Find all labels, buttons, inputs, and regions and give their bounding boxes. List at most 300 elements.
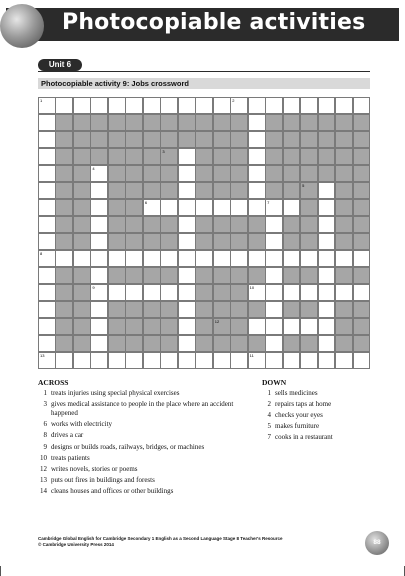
across-clue (38, 476, 248, 485)
crossword-cell-shaded (353, 216, 371, 233)
crossword-cell-blank (143, 199, 161, 216)
clue-number: 5 (267, 422, 271, 431)
crossword-cell-shaded (73, 148, 91, 165)
crossword-cell-blank (318, 199, 336, 216)
crossword-cell-blank (265, 335, 283, 352)
crossword-cell-shaded (55, 148, 73, 165)
crossword-cell-shaded (335, 199, 353, 216)
crossword-cell-blank (90, 318, 108, 335)
crossword-cell-blank (55, 250, 73, 267)
crossword-cell-shaded (335, 335, 353, 352)
crossword-cell-shaded (55, 335, 73, 352)
crossword-cell-shaded (283, 233, 301, 250)
crossword-cell-shaded (353, 335, 371, 352)
crossword-cell-shaded (353, 182, 371, 199)
clue-number-label: 7 (267, 200, 270, 205)
crossword-cell-blank (178, 352, 196, 369)
crossword-cell-shaded (73, 182, 91, 199)
crossword-cell-blank (335, 250, 353, 267)
crossword-cell-shaded (160, 182, 178, 199)
crossword-cell-shaded (108, 318, 126, 335)
crossword-cell-shaded (248, 233, 266, 250)
crossword-cell-blank (160, 284, 178, 301)
across-clue-list (38, 389, 248, 498)
crossword-cell-blank (265, 301, 283, 318)
crossword-cell-shaded (73, 284, 91, 301)
crossword-cell-blank (353, 97, 371, 114)
crossword-cell-shaded (283, 165, 301, 182)
crossword-cell-shaded (213, 182, 231, 199)
crossword-cell-shaded (318, 165, 336, 182)
crossword-cell-shaded (160, 131, 178, 148)
clue-number-label: 1 (40, 98, 43, 103)
crossword-cell-shaded (90, 131, 108, 148)
crossword-cell-shaded (143, 335, 161, 352)
across-clue (38, 420, 248, 429)
clue-text: makes furniture (275, 422, 320, 431)
crossword-cell-shaded (300, 233, 318, 250)
crossword-cell-blank (178, 148, 196, 165)
crossword-cell-shaded (195, 182, 213, 199)
crossword-cell-shaded (108, 199, 126, 216)
crossword-cell-shaded (230, 148, 248, 165)
crossword-cell-shaded (125, 199, 143, 216)
across-clue (38, 487, 248, 496)
crossword-cell-blank (143, 352, 161, 369)
crossword-cell-blank (248, 131, 266, 148)
crossword-cell-shaded (55, 165, 73, 182)
crossword-cell-blank (248, 352, 266, 369)
footer-copyright-line1: Cambridge Global English for Cambridge Secondary 1 English as a Second Language Stage 8 Teacher's Resource (38, 536, 283, 541)
crossword-cell-shaded (335, 131, 353, 148)
crossword-cell-shaded (73, 335, 91, 352)
crossword-cell-blank (160, 199, 178, 216)
crossword-cell-blank (195, 352, 213, 369)
crossword-cell-blank (178, 267, 196, 284)
crossword-cell-shaded (353, 318, 371, 335)
crossword-cell-blank (38, 182, 56, 199)
crossword-cell-shaded (230, 216, 248, 233)
crossword-cell-shaded (55, 114, 73, 131)
crossword-cell-blank (178, 250, 196, 267)
crossword-cell-shaded (230, 301, 248, 318)
crossword-cell-shaded (230, 335, 248, 352)
crossword-cell-blank (318, 182, 336, 199)
crossword-cell-blank (213, 352, 231, 369)
crossword-cell-shaded (353, 114, 371, 131)
crossword-cell-shaded (335, 148, 353, 165)
crossword-cell-shaded (108, 335, 126, 352)
crossword-cell-blank (300, 284, 318, 301)
crossword-cell-blank (265, 97, 283, 114)
clue-number: 7 (267, 433, 271, 442)
crossword-cell-shaded (178, 114, 196, 131)
crossword-cell-blank (90, 182, 108, 199)
clue-text: works with electricity (51, 420, 113, 429)
crossword-cell-shaded (143, 182, 161, 199)
crossword-cell-shaded (73, 216, 91, 233)
crossword-cell-shaded (195, 233, 213, 250)
crossword-cell-blank (38, 284, 56, 301)
crossword-cell-blank (213, 250, 231, 267)
clue-text: writes novels, stories or poems (51, 464, 138, 473)
crossword-cell-blank (90, 352, 108, 369)
crossword-cell-shaded (230, 114, 248, 131)
crossword-cell-shaded (248, 301, 266, 318)
crossword-cell-shaded (213, 165, 231, 182)
crossword-cell-shaded (265, 148, 283, 165)
crossword-cell-blank (108, 97, 126, 114)
footer-copyright-line2: © Cambridge University Press 2014 (38, 542, 114, 547)
clue-number: 2 (267, 400, 271, 409)
crossword-cell-blank (55, 352, 73, 369)
across-heading: ACROSS (38, 378, 69, 387)
clue-number-label: 6 (144, 200, 148, 205)
crossword-cell-blank (300, 250, 318, 267)
crossword-cell-blank (195, 199, 213, 216)
crossword-cell-blank (143, 250, 161, 267)
crossword-cell-shaded (353, 199, 371, 216)
across-clue (38, 454, 248, 463)
crossword-cell-shaded (108, 182, 126, 199)
down-clue (262, 433, 382, 442)
crossword-cell-shaded (213, 301, 231, 318)
crossword-cell-blank (178, 216, 196, 233)
across-clue (38, 443, 248, 452)
crossword-cell-shaded (125, 233, 143, 250)
clue-number-label: 2 (232, 98, 235, 103)
crossword-cell-blank (178, 97, 196, 114)
crossword-cell-shaded (318, 114, 336, 131)
crossword-cell-blank (248, 284, 266, 301)
crossword-cell-shaded (55, 199, 73, 216)
crossword-cell-shaded (230, 233, 248, 250)
crossword-cell-blank (73, 352, 91, 369)
crossword-cell-blank (265, 216, 283, 233)
crossword-cell-blank (318, 318, 336, 335)
crossword-cell-shaded (283, 335, 301, 352)
crossword-cell-blank (178, 165, 196, 182)
crossword-cell-shaded (90, 114, 108, 131)
crossword-cell-blank (90, 165, 108, 182)
crossword-cell-blank (265, 250, 283, 267)
crossword-cell-shaded (265, 165, 283, 182)
crossword-cell-shaded (213, 216, 231, 233)
crossword-cell-blank (125, 352, 143, 369)
clue-number-label: 3 (162, 149, 165, 154)
crossword-cell-shaded (283, 182, 301, 199)
crossword-cell-shaded (55, 284, 73, 301)
crossword-cell-blank (178, 284, 196, 301)
header-banner (6, 8, 399, 41)
crossword-cell-shaded (300, 301, 318, 318)
crossword-cell-blank (73, 97, 91, 114)
crossword-cell-shaded (125, 216, 143, 233)
crossword-cell-shaded (55, 301, 73, 318)
crossword-cell-blank (230, 250, 248, 267)
crossword-cell-shaded (195, 318, 213, 335)
crossword-cell-blank (248, 114, 266, 131)
crossword-cell-shaded (160, 233, 178, 250)
crossword-cell-blank (178, 182, 196, 199)
down-clue (262, 389, 382, 398)
crossword-cell-blank (160, 97, 178, 114)
crossword-cell-blank (38, 267, 56, 284)
crossword-cell-blank (160, 250, 178, 267)
crossword-cell-shaded (195, 267, 213, 284)
crossword-cell-blank (195, 97, 213, 114)
crossword-cell-shaded (335, 233, 353, 250)
clue-number-label: 4 (92, 166, 95, 171)
crossword-cell-shaded (335, 182, 353, 199)
crossword-cell-blank (108, 250, 126, 267)
clue-number: 8 (43, 431, 47, 440)
crossword-cell-blank (335, 284, 353, 301)
crossword-cell-shaded (143, 165, 161, 182)
crossword-cell-shaded (230, 267, 248, 284)
crossword-cell-blank (108, 352, 126, 369)
crossword-cell-shaded (353, 148, 371, 165)
crossword-cell-blank (353, 352, 371, 369)
crossword-cell-shaded (335, 267, 353, 284)
clue-number-label: 8 (40, 251, 43, 256)
crossword-cell-shaded (213, 131, 231, 148)
crossword-cell-blank (38, 301, 56, 318)
crossword-cell-shaded (300, 114, 318, 131)
crossword-cell-blank (90, 250, 108, 267)
crossword-cell-shaded (125, 335, 143, 352)
crossword-cell-shaded (160, 267, 178, 284)
crossword-cell-shaded (195, 335, 213, 352)
clue-number-label: 11 (249, 353, 254, 358)
page-number: 88 (365, 531, 389, 555)
crossword-cell-shaded (353, 301, 371, 318)
crossword-cell-shaded (125, 114, 143, 131)
crossword-cell-blank (38, 97, 56, 114)
crossword-cell-shaded (125, 182, 143, 199)
crossword-cell-shaded (125, 165, 143, 182)
crossword-cell-shaded (143, 267, 161, 284)
crossword-cell-shaded (195, 301, 213, 318)
clue-text: repairs taps at home (275, 400, 332, 409)
clue-text: gives medical assistance to people in the place where an accident happened (51, 400, 234, 418)
clue-number: 6 (43, 420, 47, 429)
crossword-cell-blank (178, 233, 196, 250)
crossword-cell-blank (283, 250, 301, 267)
crossword-cell-blank (38, 352, 56, 369)
crossword-cell-shaded (213, 284, 231, 301)
crossword-cell-blank (265, 199, 283, 216)
crossword-cell-shaded (55, 267, 73, 284)
crossword-cell-blank (178, 335, 196, 352)
crossword-cell-blank (283, 352, 301, 369)
clue-number-label: 9 (92, 285, 95, 290)
crossword-cell-blank (318, 250, 336, 267)
crossword-cell-blank (38, 233, 56, 250)
crossword-cell-blank (90, 199, 108, 216)
clue-text: treats injuries using special physical exercises (51, 389, 180, 397)
crossword-cell-blank (283, 318, 301, 335)
crossword-cell-blank (318, 335, 336, 352)
crossword-cell-blank (230, 97, 248, 114)
crossword-cell-shaded (353, 233, 371, 250)
crossword-cell-shaded (335, 318, 353, 335)
crossword-cell-blank (248, 318, 266, 335)
crossword-cell-shaded (143, 233, 161, 250)
crossword-cell-blank (143, 97, 161, 114)
unit-badge: Unit 6 (38, 59, 82, 71)
activity-title: Photocopiable activity 9: Jobs crossword (41, 79, 189, 88)
clue-text: cleans houses and offices or other buildings (51, 486, 174, 495)
footer (38, 536, 283, 548)
clue-number-label: 12 (214, 319, 220, 324)
down-heading: DOWN (262, 378, 287, 387)
crossword-cell-blank (318, 284, 336, 301)
crossword-cell-shaded (283, 267, 301, 284)
crossword-cell-blank (178, 301, 196, 318)
crossword-cell-shaded (195, 131, 213, 148)
crossword-cell-shaded (213, 318, 231, 335)
crossword-cell-shaded (143, 114, 161, 131)
clue-text: drives a car (51, 431, 84, 440)
crossword-cell-shaded (195, 165, 213, 182)
crossword-cell-shaded (125, 148, 143, 165)
crossword-cell-blank (248, 148, 266, 165)
crossword-cell-shaded (335, 114, 353, 131)
crossword-cell-shaded (108, 114, 126, 131)
crossword-cell-shaded (55, 216, 73, 233)
crossword-cell-blank (213, 97, 231, 114)
crossword-cell-blank (38, 335, 56, 352)
crossword-cell-shaded (108, 267, 126, 284)
crossword-cell-shaded (73, 318, 91, 335)
crossword-cell-blank (265, 318, 283, 335)
crossword-cell-shaded (160, 114, 178, 131)
crossword-cell-blank (178, 199, 196, 216)
crossword-cell-blank (318, 301, 336, 318)
crossword-cell-shaded (195, 216, 213, 233)
crossword-cell-shaded (125, 301, 143, 318)
crossword-cell-blank (38, 250, 56, 267)
clue-number: 9 (43, 442, 47, 451)
crossword-cell-shaded (300, 131, 318, 148)
crossword-cell-blank (213, 199, 231, 216)
crossword-cell-shaded (213, 267, 231, 284)
crossword-cell-blank (283, 199, 301, 216)
crossword-cell-blank (335, 97, 353, 114)
crossword-cell-shaded (73, 233, 91, 250)
clue-number: 1 (267, 389, 271, 397)
clue-number-label: 5 (302, 183, 305, 188)
crossword-cell-shaded (143, 301, 161, 318)
crossword-cell-shaded (143, 216, 161, 233)
crossword-cell-blank (160, 352, 178, 369)
crossword-grid (38, 97, 370, 369)
crossword-cell-shaded (213, 148, 231, 165)
down-clue-list (262, 389, 382, 444)
crossword-cell-shaded (213, 335, 231, 352)
crossword-cell-blank (230, 352, 248, 369)
crossword-cell-shaded (353, 131, 371, 148)
crossword-cell-shaded (300, 267, 318, 284)
clue-text: treats patients (51, 453, 90, 462)
crossword-cell-shaded (283, 114, 301, 131)
crossword-cell-blank (230, 199, 248, 216)
crossword-cell-shaded (283, 301, 301, 318)
crossword-cell-blank (248, 97, 266, 114)
crossword-cell-blank (265, 284, 283, 301)
crossword-cell-shaded (73, 114, 91, 131)
crossword-cell-blank (248, 182, 266, 199)
crossword-cell-shaded (248, 267, 266, 284)
crossword-cell-blank (265, 352, 283, 369)
crossword-cell-shaded (230, 182, 248, 199)
crossword-cell-shaded (230, 165, 248, 182)
crossword-cell-shaded (160, 301, 178, 318)
crossword-cell-shaded (248, 216, 266, 233)
clue-text: checks your eyes (275, 411, 323, 420)
crossword-cell-shaded (230, 284, 248, 301)
clue-number: 10 (40, 453, 47, 462)
crossword-cell-shaded (108, 233, 126, 250)
crossword-cell-shaded (230, 131, 248, 148)
crossword-cell-blank (90, 335, 108, 352)
crossword-cell-blank (283, 284, 301, 301)
clue-number: 13 (40, 475, 47, 484)
crossword-cell-shaded (55, 182, 73, 199)
crossword-cell-shaded (73, 301, 91, 318)
crossword-cell-blank (300, 352, 318, 369)
crossword-cell-blank (38, 148, 56, 165)
crossword-cell-blank (125, 250, 143, 267)
crossword-cell-shaded (230, 318, 248, 335)
crossword-cell-shaded (55, 131, 73, 148)
crossword-cell-blank (90, 267, 108, 284)
unit-divider (38, 71, 370, 72)
crossword-cell-blank (283, 97, 301, 114)
crossword-cell-shaded (55, 233, 73, 250)
crossword-cell-blank (265, 233, 283, 250)
crossword-cell-shaded (283, 216, 301, 233)
across-clue (38, 465, 248, 474)
crossword-cell-shaded (283, 148, 301, 165)
clue-number: 1 (43, 389, 47, 397)
crossword-cell-shaded (300, 182, 318, 199)
crossword-cell-shaded (125, 131, 143, 148)
down-clue (262, 400, 382, 409)
crossword-cell-shaded (108, 165, 126, 182)
clue-number: 12 (40, 464, 47, 473)
crossword-cell-shaded (178, 131, 196, 148)
crossword-cell-shaded (213, 114, 231, 131)
crossword-cell-shaded (265, 182, 283, 199)
crossword-cell-blank (38, 199, 56, 216)
crossword-cell-blank (90, 97, 108, 114)
across-clue (38, 389, 248, 398)
crossword-cell-blank (300, 318, 318, 335)
crossword-cell-shaded (300, 199, 318, 216)
crossword-cell-shaded (108, 301, 126, 318)
crossword-cell-blank (38, 318, 56, 335)
crossword-cell-shaded (55, 318, 73, 335)
crossword-cell-shaded (335, 165, 353, 182)
crossword-cell-blank (353, 250, 371, 267)
crossword-cell-blank (90, 301, 108, 318)
crossword-cell-shaded (353, 165, 371, 182)
crossword-cell-blank (55, 97, 73, 114)
crossword-cell-shaded (300, 148, 318, 165)
crossword-cell-blank (73, 250, 91, 267)
